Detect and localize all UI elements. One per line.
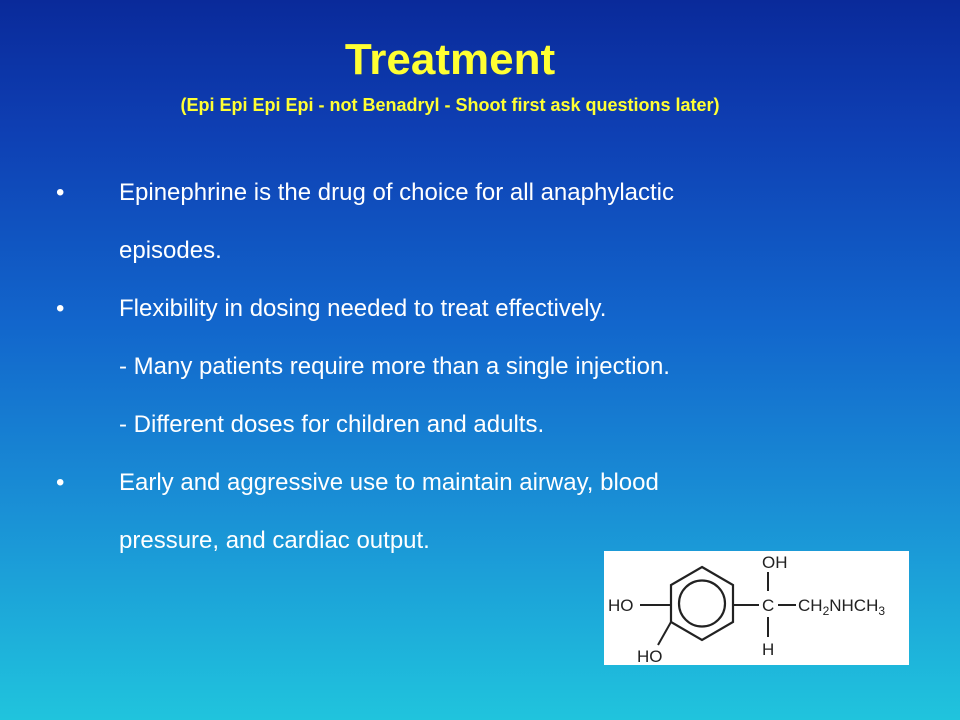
chain-subscript-2: 2 — [822, 604, 830, 618]
benzene-ring — [671, 567, 733, 640]
bond-ho-bottom — [658, 622, 671, 645]
hydroxyl-bottom-label: HO — [637, 647, 663, 665]
bullet-dot: • — [56, 295, 65, 322]
carbon-label: C — [762, 596, 775, 615]
slide-title: Treatment — [344, 35, 556, 84]
epinephrine-structure-image — [604, 551, 909, 665]
bullet-dot: • — [56, 179, 65, 206]
bullet-text-line: Epinephrine is the drug of choice for all anaphylactic — [119, 179, 674, 206]
chain-subscript-3: 3 — [878, 604, 886, 618]
side-chain-label — [798, 596, 885, 618]
epinephrine-structure-diagram — [604, 551, 909, 665]
bullet-list — [56, 164, 876, 570]
bullet-item — [56, 280, 876, 454]
bullet-text-line: episodes. — [119, 237, 222, 264]
hydroxyl-left-label: HO — [608, 596, 634, 615]
bullet-subpoint: - Different doses for children and adults. — [119, 411, 545, 438]
bullet-text-line: Early and aggressive use to maintain airway, blood — [119, 469, 659, 496]
bullet-text-line: Flexibility in dosing needed to treat effectively. — [119, 295, 607, 322]
bullet-subpoint: - Many patients require more than a single injection. — [119, 353, 670, 380]
hydroxyl-top-label: OH — [762, 553, 788, 572]
bullet-text-line: pressure, and cardiac output. — [119, 527, 430, 554]
aromatic-circle — [679, 581, 725, 627]
bullet-item — [56, 164, 876, 280]
slide-subtitle: (Epi Epi Epi Epi - not Benadryl - Shoot first ask questions later) — [180, 95, 720, 115]
chain-nhch-text: NHCH — [829, 596, 879, 615]
hydrogen-label: H — [762, 640, 775, 659]
chain-ch-text: CH — [798, 596, 823, 615]
bullet-dot: • — [56, 469, 65, 496]
